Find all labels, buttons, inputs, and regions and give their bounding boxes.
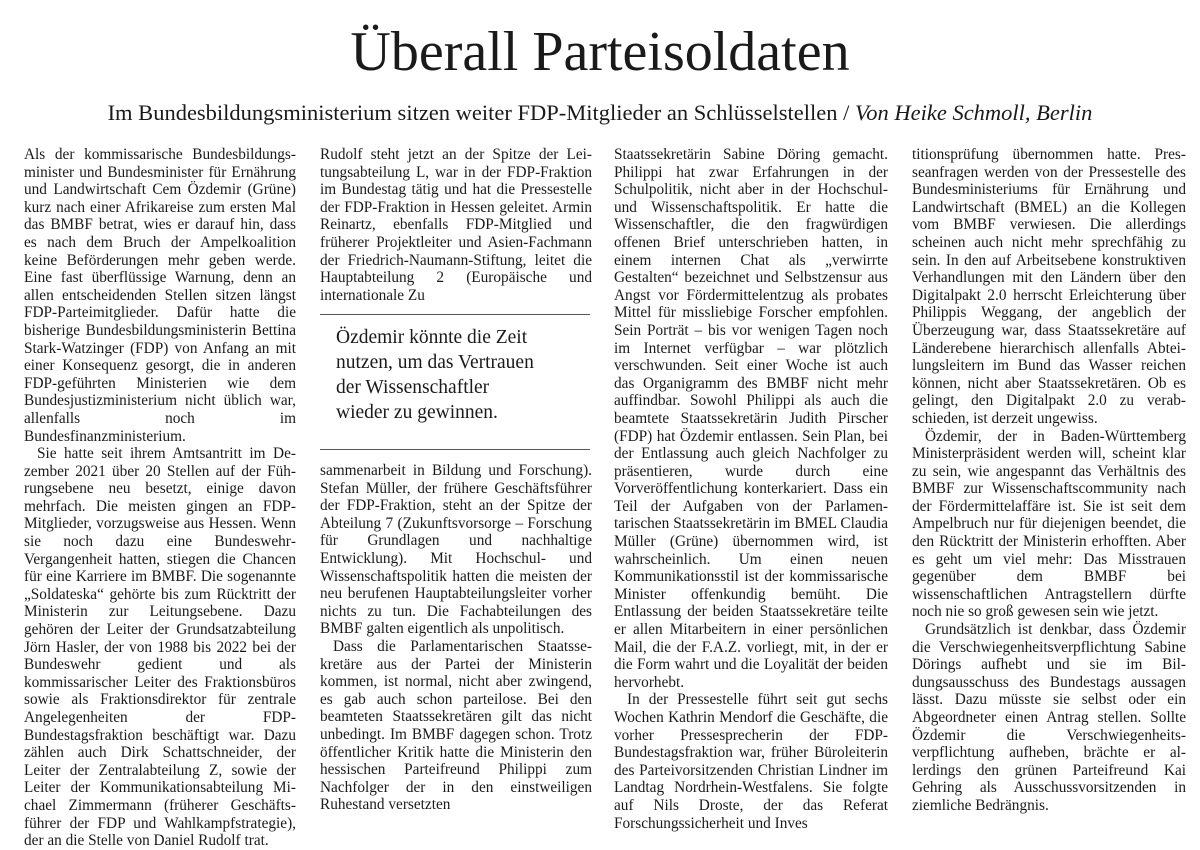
- paragraph: Özdemir, der in Baden-Württemberg Ministerpräsident werden will, scheint klar zu sein, wie angespannt das Verhältnis des BMBF zur Wissenschaftscommunity nach der Fördermittelaffäre ist. Sie ist seit dem Ampelbruch nur für diejenigen beendet, die den Rücktritt der Ministerin erhofften. Aber es geht um viel mehr: Das Misstrauen gegenüber dem BMBF bei wissenschaftlichen Antragstellern dürfte noch nie so groß gewesen sein wie jetzt.: [912, 427, 1186, 621]
- article-column-2-top: [320, 146, 592, 304]
- paragraph: sammenarbeit in Bildung und Forschung). Stefan Müller, der frühere Geschäftsführer der FDP-Fraktion, steht an der Spitze der Abteilung 7 (Zukunftsvorsorge – Forschung für Grundlagen und nachhaltige Entwicklung). Mit Hochschul- und Wissenschaftspolitik hatten die meisten der neu berufenen Hauptabteilungsleiter vorher nichts zu tun. Die Fachabteilungen des BMBF galten eigentlich als unpolitisch.: [320, 462, 592, 638]
- pull-quote-line: der Wissenschaftler: [336, 377, 490, 398]
- paragraph: titionsprüfung übernommen hatte. Presseanfragen werden von der Pressestelle des Bundesministeriums für Ernährung und Landwirtschaft (BMEL) an die Kollegen vom BMBF verwiesen. Die allerdings scheinen auch nicht mehr sprechfähig zu sein. In den auf Arbeitsebene konstruktiven Verhandlungen mit den Ländern über den Digitalpakt 2.0 herrscht Erleichterung über Philippis Weggang, der angeblich der Überzeugung war, dass Staatssekretäre auf Länderebene hierarchisch allenfalls Abteilungsleitern im Bund das Wasser reichen können, nicht aber Staatssekretären. Ob es gelingt, den Digitalpakt 2.0 zu verabschieden, ist derzeit ungewiss.: [912, 146, 1186, 427]
- paragraph: Staatssekretärin Sabine Döring gemacht. Philippi hat zwar Erfahrungen in der Schulpolitik, nicht aber in der Hochschul- und Wissenschaftspolitik. Er hatte die Wissenschaftler, die den fragwürdigen offenen Brief unterschrieben hatten, in einem internen Chat als „verwirrte Gestalten“ bezeichnet und Selbstzensur aus Angst vor Fördermittelentzug als probates Mittel für missliebige Forscher empfohlen. Sein Porträt – bis vor wenigen Tagen noch im Internet verfügbar – war plötzlich verschwunden. Seit einer Woche ist auch das Organigramm des BMBF nicht mehr auffindbar. Sowohl Philippi als auch die beamtete Staatssekretärin Judith Pirscher (FDP) hat Özdemir entlassen. Sein Plan, bei der Entlassung auch gleich Nachfolger zu präsentieren, wurde durch eine Vorveröffentlichung konterkariert. Dass ein Teil der Aufgaben von der Parlamentarischen Staatssekretärin im BMEL Claudia Müller (Grüne) übernommen wird, ist wahrscheinlich. Um einen neuen Kommunikationsstil ist der kommissarische Minister offenkundig bemüht. Die Entlassung der beiden Staatssekretäre teilte er allen Mitarbeitern in einer persönlichen Mail, die der F.A.Z. vorliegt, mit, in der er die Form wahrt und die Loyalität der beiden hervorhebt.: [614, 146, 888, 691]
- paragraph: Dass die Parlamentarischen Staatssekretäre aus der Partei der Ministerin kommen, ist normal, nicht aber zwingend, es gab auch schon parteilose. Bei den beamteten Staatssekretären gilt das nicht unbedingt. Im BMBF dagegen schon. Trotz öffentlicher Kritik hatte die Ministerin den hessischen Parteifreund Philippi zum Nachfolger der in den einstweiligen Ruhestand versetzten: [320, 637, 592, 814]
- article-column-1: [24, 146, 296, 850]
- paragraph: Als der kommissarische Bundesbildungsminister und Bundesminister für Ernährung und Landwirtschaft Cem Özdemir (Grüne) kurz nach einer Afrikareise zum ersten Mal das BMBF betrat, wies er darauf hin, dass es nach dem Bruch der Ampelkoalition keine Beförderungen mehr geben werde. Eine fast überflüssige Warnung, denn an allen entscheidenden Stellen sitzen längst FDP-Parteimitglieder. Dafür hatte die bisherige Bundesbildungsministerin Bettina Stark-Watzinger (FDP) von Anfang an mit einer Konsequenz gesorgt, die in anderen FDP-geführten Ministerien wie dem Bundesjustizministerium nicht üblich war, allenfalls noch im Bundesfinanzministerium.: [24, 146, 296, 445]
- article-column-4: [912, 146, 1186, 815]
- article-column-3: [614, 146, 888, 832]
- article-headline: Überall Parteisoldaten: [350, 21, 850, 83]
- paragraph: Rudolf steht jetzt an der Spitze der Leitungsabteilung L, war in der FDP-Fraktion im Bundestag tätig und hat die Pressestelle der FDP-Fraktion in Hessen geleitet. Armin Reinartz, ebenfalls FDP-Mitglied und früherer Projektleiter und Asien-Fachmann der Friedrich-Naumann-Stiftung, leitet die Hauptabteilung 2 (Europäische und internationale Zu: [320, 146, 592, 304]
- article-column-2-bottom: [320, 462, 592, 814]
- pull-quote: [320, 314, 590, 450]
- paragraph: Sie hatte seit ihrem Amtsantritt im Dezember 2021 über 20 Stellen auf der Führungsebene neu besetzt, einige davon mehrfach. Die meisten gingen an FDP-Mitglieder, vorzugsweise aus Hessen. Wenn sie noch dazu eine BundeswehrVergangenheit hatten, stiegen die Chancen für eine Karriere im BMBF. Die sogenannte „Soldateska“ gehörte bis zum Rücktritt der Ministerin zur Leitungsebene. Dazu gehören der Leiter der Grundsatzabteilung Jörn Hasler, der von 1988 bis 2022 bei der Bundeswehr gedient und als kommissarischer Leiter des Fraktionsbüros sowie als Fraktionsdirektor für zentrale Angelegenheiten der FDP-Bundestagsfraktion beschäftigt war. Dazu zählen auch Dirk Schattschneider, der Leiter der Zentralabteilung Z, sowie der Leiter der Kommunikationsabteilung Michael Zimmermann (früherer Geschäftsführer der FDP und Wahlkampfstrategie), der an die Stelle von Daniel Rudolf trat.: [24, 445, 296, 850]
- pull-quote-line: wieder zu gewinnen.: [336, 402, 498, 423]
- article-subheadline: [0, 98, 1200, 128]
- author-byline: Von Heike Schmoll, Berlin: [854, 100, 1093, 125]
- paragraph: In der Pressestelle führt seit gut sechs Wochen Kathrin Mendorf die Geschäfte, die vorher Pressesprecherin der FDP-Bundestagsfraktion war, früher Büroleiterin des Parteivorsitzenden Christian Lindner im Landtag Nordrhein-Westfalens. Sie folgte auf Nils Droste, der das Referat Forschungssicherheit und Inves: [614, 691, 888, 832]
- pull-quote-line: Özdemir könnte die Zeit: [336, 327, 528, 348]
- subheadline-text: Im Bundesbildungsministerium sitzen weiter FDP-Mitglieder an Schlüsselstellen /: [107, 100, 855, 125]
- pull-quote-text: [336, 325, 590, 425]
- pull-quote-line: nutzen, um das Vertrauen: [336, 352, 534, 373]
- paragraph: Grundsätzlich ist denkbar, dass Özdemir die Verschwiegenheitsverpflichtung Sabine Dörings aufhebt und sie im Bildungsausschuss des Bundestags aussagen lässt. Dazu müsste sie selbst oder ein Abgeordneter einen Antrag stellen. Sollte Özdemir die Verschwiegenheitsverpflichtung aufheben, brächte er allerdings den grünen Parteifreund Kai Gehring als Ausschussvorsitzenden in ziemliche Bedrängnis.: [912, 621, 1186, 814]
